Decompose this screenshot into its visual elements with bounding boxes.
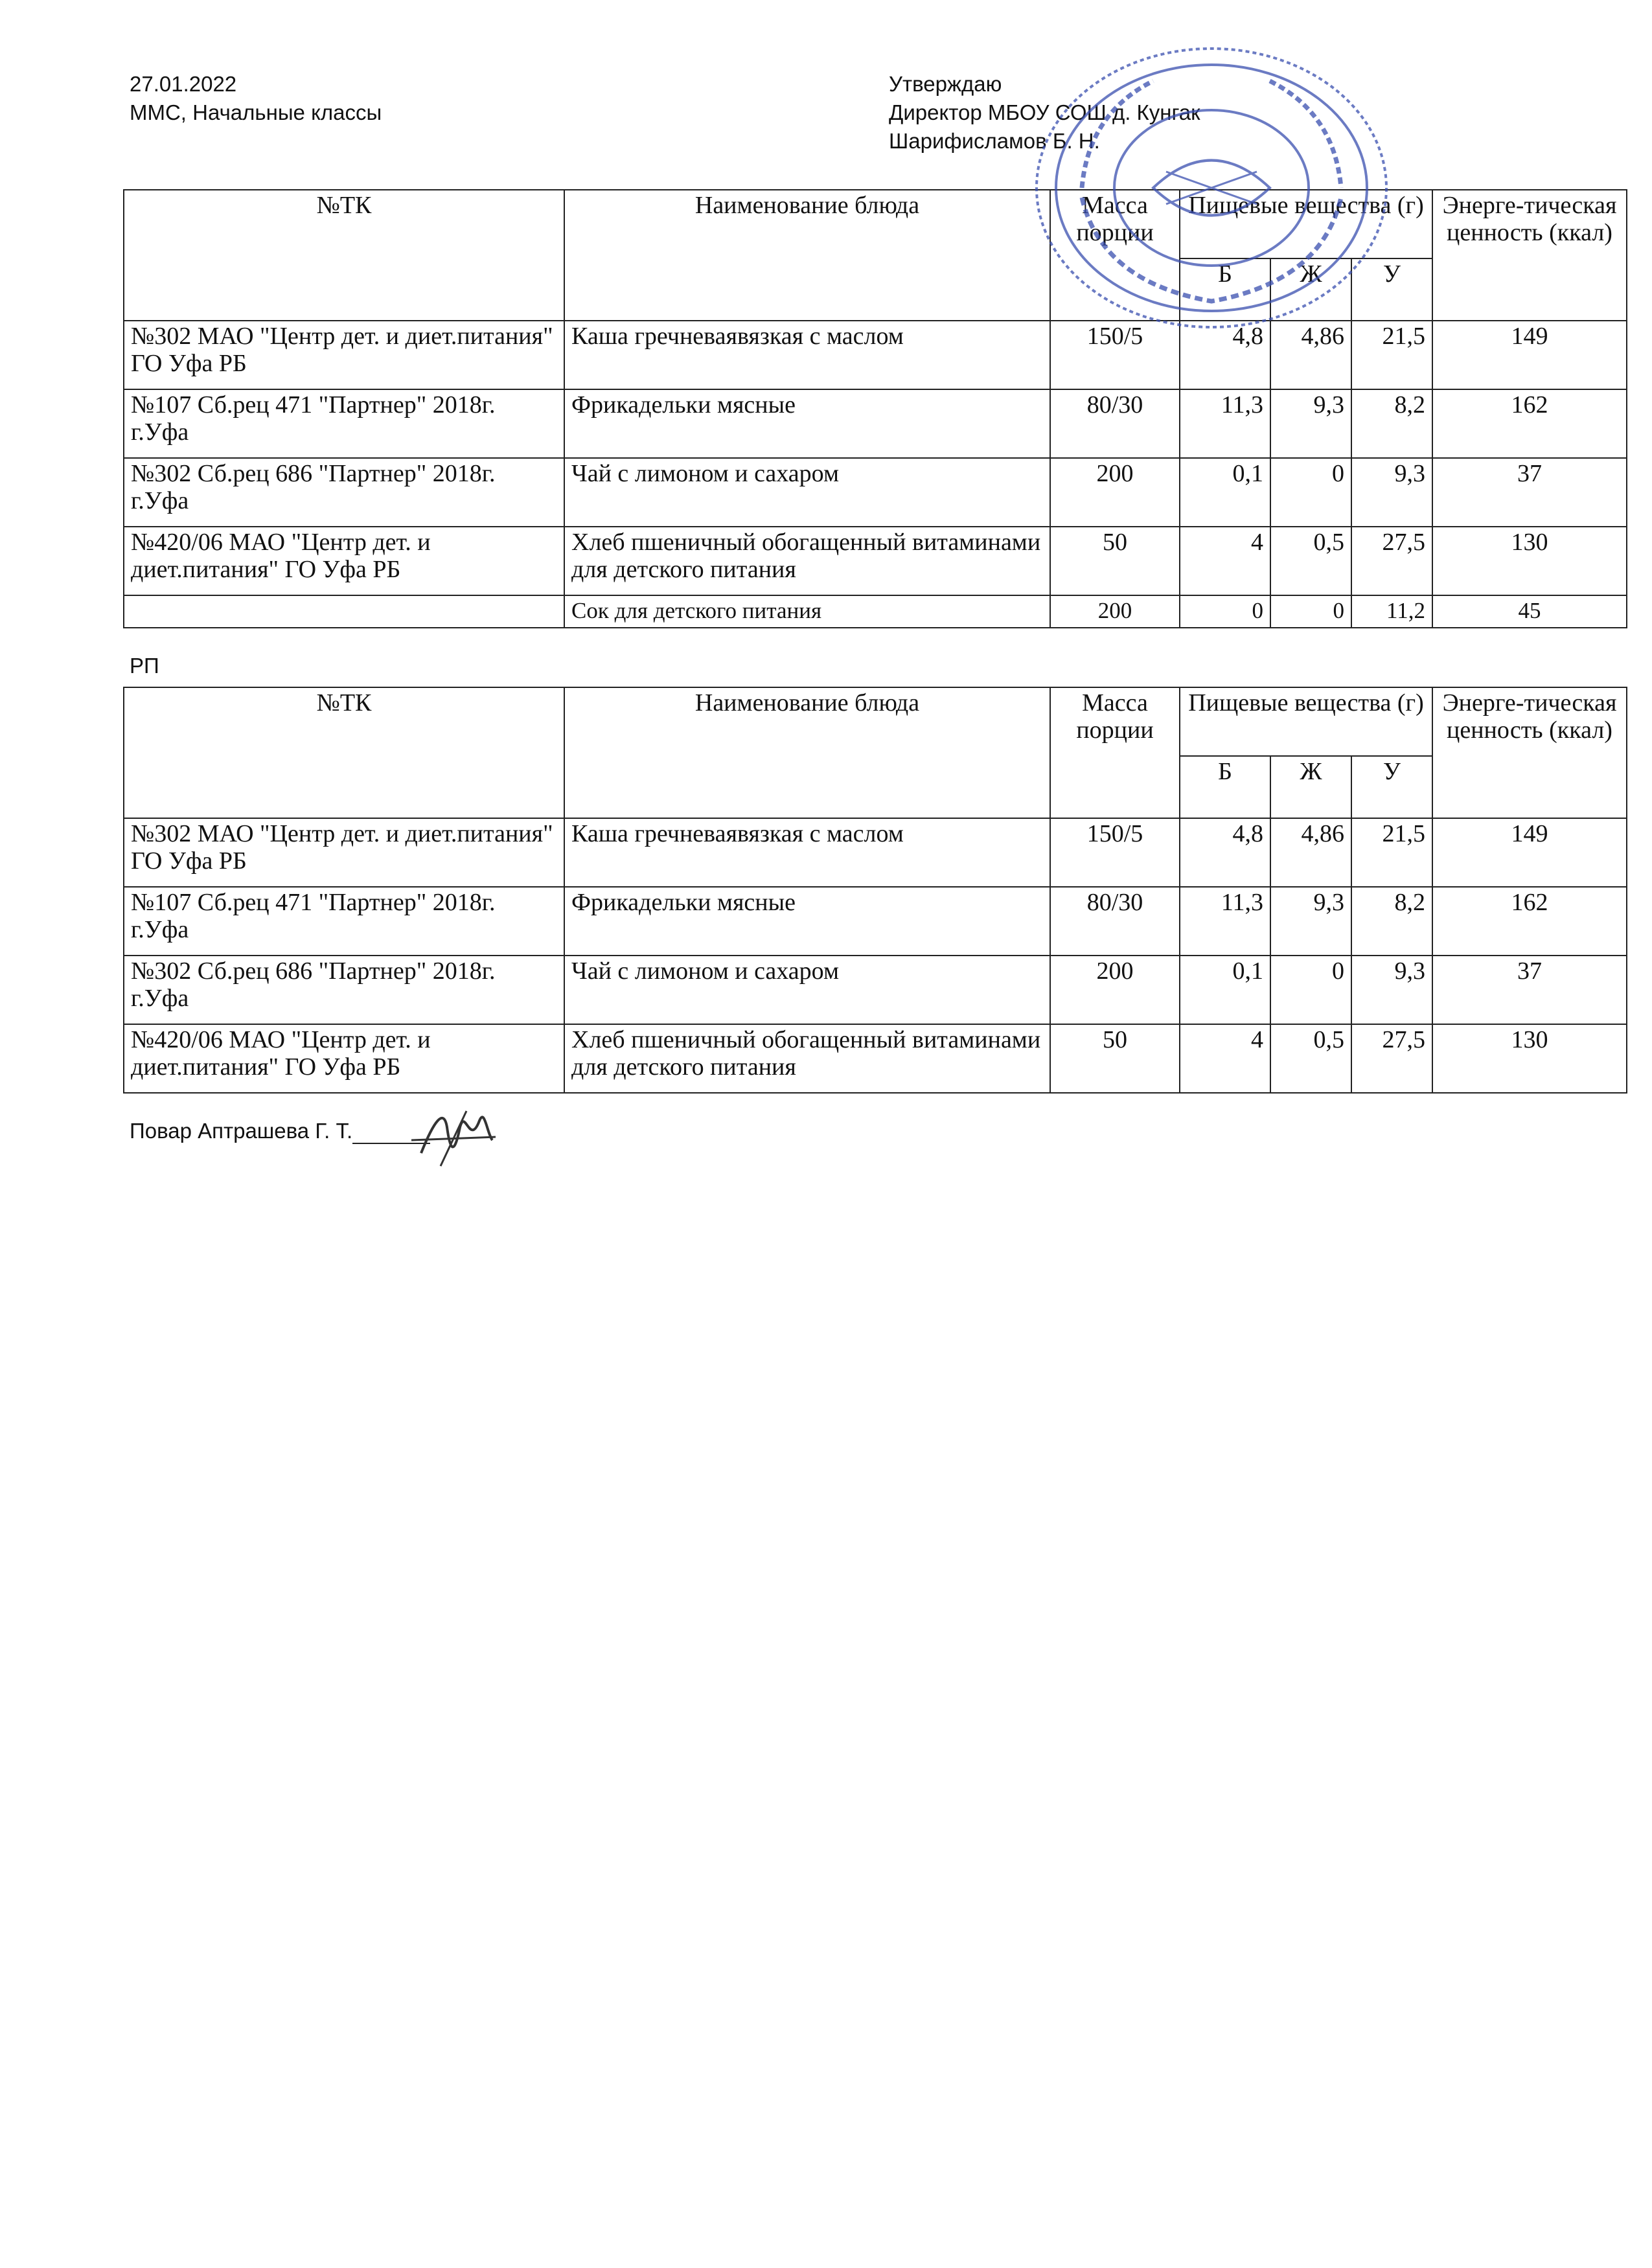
u-cell: 21,5	[1351, 818, 1432, 887]
dish-cell: Хлеб пшеничный обогащенный витаминами для детского питания	[564, 527, 1050, 595]
cook-name: Повар Аптрашева Г. Т.	[130, 1119, 353, 1143]
u-cell: 8,2	[1351, 389, 1432, 458]
group-name: ММС, Начальные классы	[130, 100, 382, 124]
tk-cell: №420/06 МАО "Центр дет. и диет.питания" ГО Уфа РБ	[124, 1024, 564, 1093]
mass-cell: 50	[1050, 1024, 1180, 1093]
rp-label: РП	[130, 654, 159, 678]
col-nutrients-header: Пищевые вещества (г)	[1180, 687, 1432, 756]
director-name: Шарифисламов Б. Н.	[889, 129, 1100, 153]
u-cell: 9,3	[1351, 458, 1432, 527]
zh-cell: 0,5	[1270, 1024, 1351, 1093]
col-b-header: Б	[1180, 258, 1270, 321]
col-energy-header: Энерге-тическая ценность (ккал)	[1432, 687, 1627, 818]
table-row	[124, 818, 1627, 887]
dish-cell: Чай с лимоном и сахаром	[564, 458, 1050, 527]
kcal-cell: 37	[1432, 458, 1627, 527]
menu-table-rp	[123, 687, 1627, 1094]
kcal-cell: 162	[1432, 389, 1627, 458]
col-mass-header: Масса порции	[1050, 687, 1180, 818]
kcal-cell: 149	[1432, 321, 1627, 389]
table-row	[124, 956, 1627, 1024]
mass-cell: 150/5	[1050, 818, 1180, 887]
b-cell: 11,3	[1180, 887, 1270, 956]
tk-cell: №420/06 МАО "Центр дет. и диет.питания" ГО Уфа РБ	[124, 527, 564, 595]
col-mass-header: Масса порции	[1050, 190, 1180, 321]
table-row	[124, 458, 1627, 527]
b-cell: 4	[1180, 1024, 1270, 1093]
col-energy-header: Энерге-тическая ценность (ккал)	[1432, 190, 1627, 321]
kcal-cell: 130	[1432, 527, 1627, 595]
col-zh-header: Ж	[1270, 756, 1351, 818]
cook-signature-line	[130, 1118, 430, 1144]
b-cell: 4,8	[1180, 818, 1270, 887]
table-row	[124, 527, 1627, 595]
zh-cell: 9,3	[1270, 389, 1351, 458]
u-cell: 11,2	[1351, 595, 1432, 628]
u-cell: 21,5	[1351, 321, 1432, 389]
col-tk-header: №ТК	[124, 190, 564, 321]
zh-cell: 9,3	[1270, 887, 1351, 956]
table-row	[124, 321, 1627, 389]
b-cell: 4,8	[1180, 321, 1270, 389]
zh-cell: 4,86	[1270, 321, 1351, 389]
col-b-header: Б	[1180, 756, 1270, 818]
mass-cell: 200	[1050, 956, 1180, 1024]
tk-cell: №302 МАО "Центр дет. и диет.питания" ГО Уфа РБ	[124, 818, 564, 887]
u-cell: 9,3	[1351, 956, 1432, 1024]
table-row	[124, 595, 1627, 628]
b-cell: 4	[1180, 527, 1270, 595]
col-dish-header: Наименование блюда	[564, 687, 1050, 818]
tk-cell: №302 Сб.рец 686 "Партнер" 2018г. г.Уфа	[124, 458, 564, 527]
b-cell: 0	[1180, 595, 1270, 628]
kcal-cell: 162	[1432, 887, 1627, 956]
approve-label: Утверждаю	[889, 72, 1002, 96]
kcal-cell: 149	[1432, 818, 1627, 887]
kcal-cell: 130	[1432, 1024, 1627, 1093]
tk-cell: №107 Сб.рец 471 "Партнер" 2018г. г.Уфа	[124, 389, 564, 458]
mass-cell: 150/5	[1050, 321, 1180, 389]
zh-cell: 0,5	[1270, 527, 1351, 595]
dish-cell: Фрикадельки мясные	[564, 389, 1050, 458]
handwritten-signature-icon	[408, 1101, 499, 1173]
b-cell: 0,1	[1180, 458, 1270, 527]
director-title: Директор МБОУ СОШ д. Кунгак	[889, 100, 1200, 124]
col-u-header: У	[1351, 258, 1432, 321]
header-left	[130, 71, 382, 128]
tk-cell: №107 Сб.рец 471 "Партнер" 2018г. г.Уфа	[124, 887, 564, 956]
table-row	[124, 887, 1627, 956]
col-nutrients-header: Пищевые вещества (г)	[1180, 190, 1432, 258]
menu-table-main	[123, 189, 1627, 628]
mass-cell: 80/30	[1050, 389, 1180, 458]
col-tk-header: №ТК	[124, 687, 564, 818]
dish-cell: Хлеб пшеничный обогащенный витаминами для детского питания	[564, 1024, 1050, 1093]
col-zh-header: Ж	[1270, 258, 1351, 321]
table-row	[124, 389, 1627, 458]
dish-cell: Каша гречневаявязкая с маслом	[564, 321, 1050, 389]
kcal-cell: 45	[1432, 595, 1627, 628]
dish-cell: Сок для детского питания	[564, 595, 1050, 628]
dish-cell: Фрикадельки мясные	[564, 887, 1050, 956]
zh-cell: 0	[1270, 956, 1351, 1024]
mass-cell: 200	[1050, 595, 1180, 628]
tk-cell	[124, 595, 564, 628]
u-cell: 27,5	[1351, 527, 1432, 595]
mass-cell: 200	[1050, 458, 1180, 527]
u-cell: 8,2	[1351, 887, 1432, 956]
mass-cell: 80/30	[1050, 887, 1180, 956]
zh-cell: 0	[1270, 595, 1351, 628]
tk-cell: №302 МАО "Центр дет. и диет.питания" ГО Уфа РБ	[124, 321, 564, 389]
document-date: 27.01.2022	[130, 72, 237, 96]
zh-cell: 0	[1270, 458, 1351, 527]
mass-cell: 50	[1050, 527, 1180, 595]
b-cell: 11,3	[1180, 389, 1270, 458]
u-cell: 27,5	[1351, 1024, 1432, 1093]
tk-cell: №302 Сб.рец 686 "Партнер" 2018г. г.Уфа	[124, 956, 564, 1024]
dish-cell: Каша гречневаявязкая с маслом	[564, 818, 1050, 887]
table-row	[124, 1024, 1627, 1093]
dish-cell: Чай с лимоном и сахаром	[564, 956, 1050, 1024]
b-cell: 0,1	[1180, 956, 1270, 1024]
col-dish-header: Наименование блюда	[564, 190, 1050, 321]
zh-cell: 4,86	[1270, 818, 1351, 887]
kcal-cell: 37	[1432, 956, 1627, 1024]
official-stamp-icon	[1024, 36, 1399, 340]
col-u-header: У	[1351, 756, 1432, 818]
